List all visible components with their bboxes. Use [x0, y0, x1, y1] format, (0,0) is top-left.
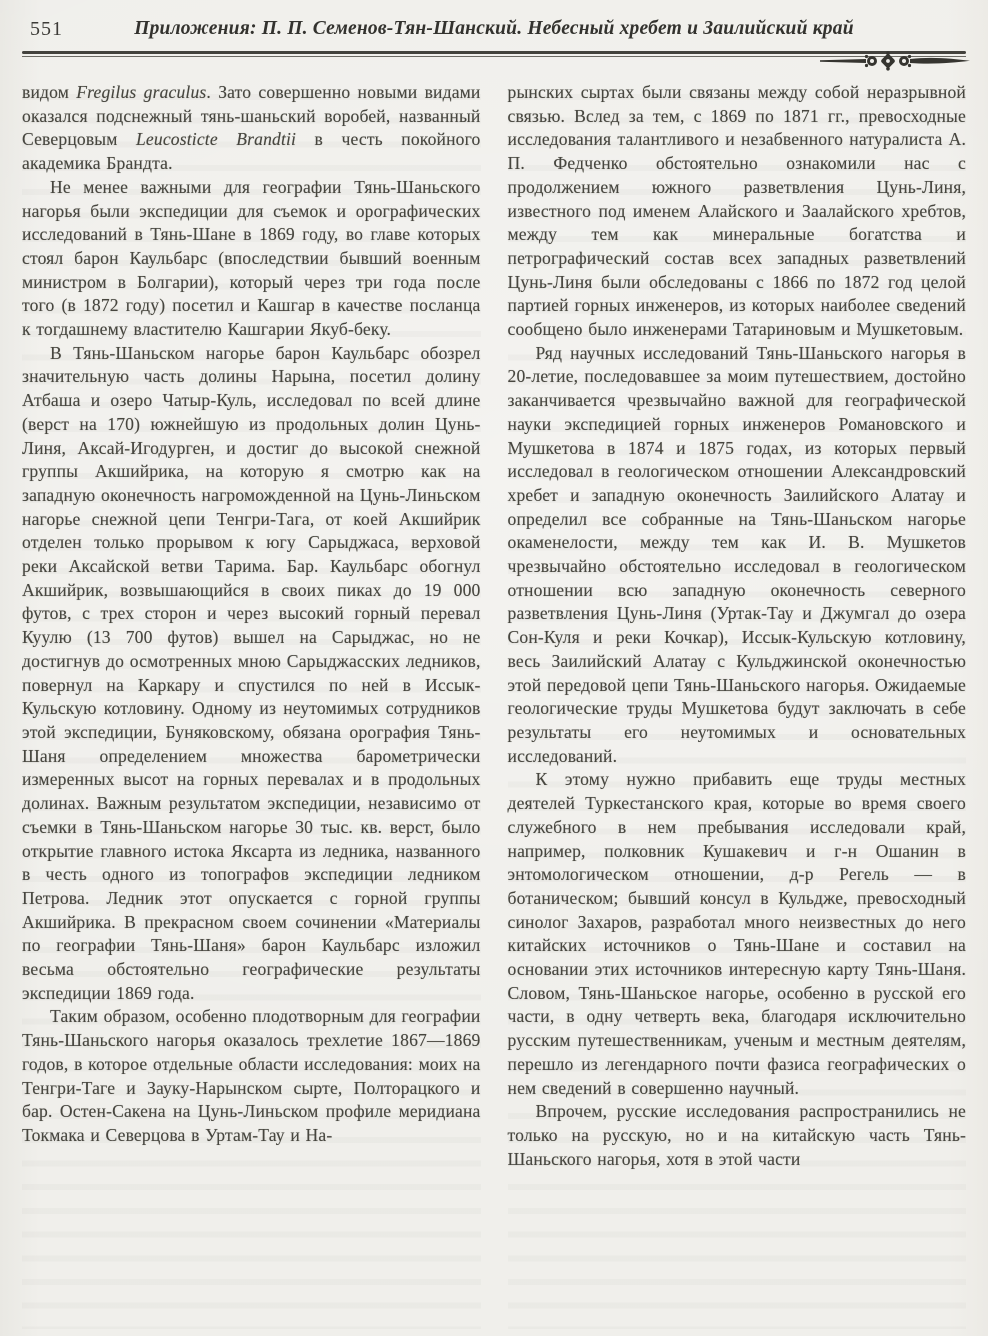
paragraph	[22, 81, 481, 176]
paragraph	[22, 176, 481, 342]
latin-species-name: Leucosticte Brandtii	[136, 129, 297, 150]
header-rule	[22, 51, 966, 73]
paragraph	[22, 1005, 481, 1147]
paragraph	[508, 81, 967, 342]
body-text: рынских сыртах были связаны между собой неразрывной связью. Вслед за тем, с 1869 по 1871 гг., превосходные исследования талантливого и незабвенного натуралиста А. П. Федченко обстоятельно ознакомили нас с продолжением южного разветвления Цунь-Линя, известного под именем Алайского и Заалайского хребтов, между тем как минеральные богатства и петрографический состав всех западных разветвлений Цунь-Линя были обследованы с 1866 по 1872 год целой партией горных инженеров, из которых наиболее сведений сообщено было инженерами Татариновым и Мушкетовым.	[507, 82, 966, 340]
text-columns	[22, 81, 966, 1329]
latin-species-name: Fregilus graculus	[76, 82, 207, 102]
body-text: . Зато совершенно новыми видами оказался подснежный тянь-шаньский воробей, названный Северцовым	[22, 82, 481, 150]
body-text: К этому нужно прибавить еще труды местных деятелей Туркестанского края, которые во время своего служебного в нем пребывания исследовали край, например, полковник Кушакевич и г-н Ошанин в энтомологическом отношении, д-р Регель — в ботаническом; бывший консул в Кульдже, превосходный синолог Захаров, разработал много неизвестных до него китайских источников о Тянь-Шане и составил на основании этих источников интересную карту Тянь-Шаня. Словом, Тянь-Шаньское нагорье, особенно в русской его части, в одну четверть века, благодаря исключительно русским путешественникам, ученым и местным деятелям, перешло из легендарного почти фазиса географических о нем сведений в совершенно научный.	[507, 769, 966, 1098]
body-text: видом	[22, 82, 77, 102]
text-column-left	[22, 81, 481, 1329]
body-text: Таким образом, особенно плодотворным для географии Тянь-Шаньского нагорья оказалось трехлетие 1867—1869 годов, в которое отдельные области исследования: моих на Тенгри-Таге и Зауку-Нарынском сырте, Полторацкого и бар. Остен-Сакена на Цунь-Линьском профиле меридиана Токмака и Северцова в Уртам-Тау и На-	[22, 1006, 481, 1145]
paragraph	[22, 342, 481, 1006]
body-text: Ряд научных исследований Тянь-Шаньского нагорья в 20-летие, последовавшее за моим путешествием, достойно заканчивается чрезвычайно важной для географической науки экспедицией горных инженеров Романовского и Мушкетова в 1874 и 1875 годах, из которых первый исследовал в геологическом отношении Александровский хребет и западную оконечность Заилийского Алатау и определил все собранные на Тянь-Шаньском нагорье окаменелости, между тем как И. В. Мушкетов чрезвычайно обстоятельно исследовал в геологическом отношении всю западную оконечность северного разветвления Цунь-Линя (Уртак-Тау и Джумгал до озера Сон-Куля и реки Кочкар), Иссык-Кульскую котловину, весь Заилийский Алатау с Кульджинской оконечностью этой передовой цепи Тянь-Шаньского нагорья. Ожидаемые геологические труды Мушкетова будут заключать в себе результаты его неутомимых и основательных исследований.	[507, 342, 966, 766]
body-text: Не менее важными для географии Тянь-Шаньского нагорья были экспедиции для съемок и орографических исследований в Тянь-Шане в 1869 году, во главе которых стоял барон Каульбарс (впоследствии бывший военным министром в Болгарии), который через три года после того (в 1872 году) посетил и Кашгар в качестве посланца к тогдашнему властителю Кашгарии Якуб-беку.	[22, 176, 481, 340]
paragraph	[508, 768, 967, 1100]
floral-tailpiece-ornament-icon	[814, 51, 972, 73]
body-text: В Тянь-Шаньском нагорье барон Каульбарс обозрел значительную часть долины Нарына, посетил долину Атбаша и озеро Чатыр-Куль, исследовал по всей длине (верст на 170) южнейшую из продольных долин Цунь-Линя, Аксай-Игодурген, и достиг до высокой снежной группы Акшийрика, на которую я смотрю как на западную оконечность нагроможденной на Цунь-Линьском нагорье снежной цепи Тенгри-Тага, от коей Акшийрик отделен только прорывом к югу Сарыджаса, верховой реки Аксайской ветви Тарима. Бар. Каульбарс обогнул Акшийрик, возвышающийся в своих пиках до 19 000 футов, с трех сторон и через высокий горный перевал Куулю (13 700 футов) вышел на Сарыджас, но не достигнув до осмотренных мною Сарыджасских ледников, повернул на Каркару и спустился по ней в Иссык-Кульскую котловину. Одному из неутомимых сотрудников этой экспедиции, Буняковскому, обязана орография Тянь-Шаня определением множества барометрически измеренных высот на горных перевалах и в продольных долинах. Важным результатом экспедиции, независимо от съемки в Тянь-Шаньском нагорье 30 тыс. кв. верст, было открытие главного истока Яксарта из ледника, названного в честь одного из топографов экспедиции ледником Петрова. Ледник этот опускается с горной группы Акшийрика. В прекрасном своем сочинении «Материалы по географии Тянь-Шаня» барон Каульбарс изложил весьма обстоятельно географические результаты экспедиции 1869 года.	[22, 342, 481, 1003]
page-number: 551	[30, 18, 63, 40]
body-text: в честь покойного академика Брандта.	[22, 129, 481, 174]
page-header	[22, 16, 966, 46]
paragraph	[508, 1100, 967, 1171]
body-text: Впрочем, русские исследования распространились не только на русскую, но и на китайскую часть Тянь-Шаньского нагорья, хотя в этой части	[507, 1101, 966, 1169]
running-title: Приложения: П. П. Семенов-Тян-Шанский. Небесный хребет и Заилийский край	[134, 18, 854, 39]
text-column-right	[508, 81, 967, 1329]
paragraph	[508, 342, 967, 769]
